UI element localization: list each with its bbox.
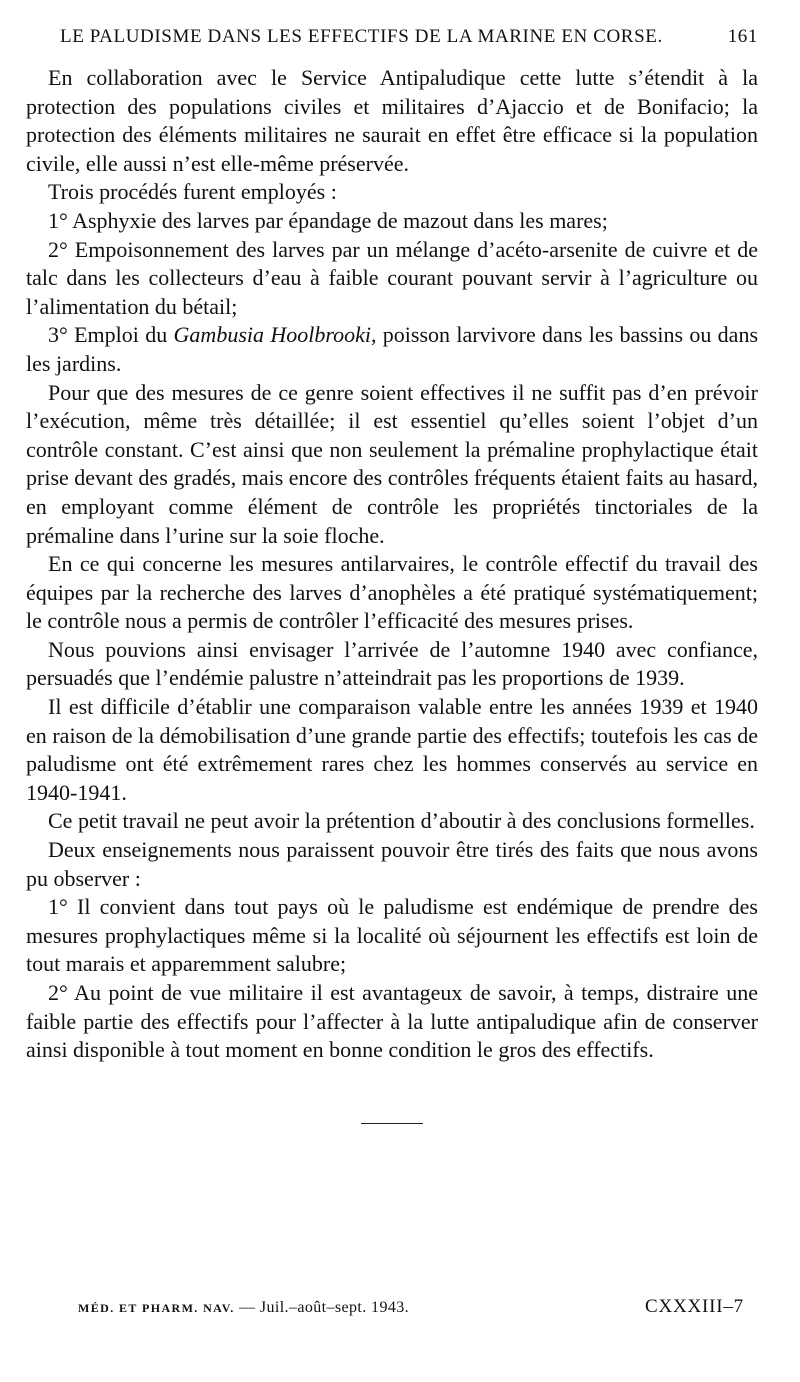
page-footer <box>78 1296 744 1318</box>
gambusia-before: 3° Emploi du <box>48 322 174 348</box>
paragraph-collaboration: En collaboration avec le Service Antipaludique cette lutte s’étendit à la protection des populations civiles et militaires d’Ajaccio et de Bonifacio; la protection des éléments militaires ne saurait en effet être efficace si la population civile, elle aussi n’est elle-même préservée. <box>26 65 758 176</box>
list-item-gambusia <box>26 321 758 378</box>
list-item-asphyxie: 1° Asphyxie des larves par épandage de mazout dans les mares; <box>48 207 608 233</box>
paragraph-procedes: Trois procédés furent employés : <box>48 179 337 205</box>
list-item-prophylaxie: 1° Il convient dans tout pays où le paludisme est endémique de prendre des mesures prophylactiques même si la localité où séjournent les effectifs est loin de tout marais et apparemment salubre; <box>26 894 758 977</box>
paragraph-automne: Nous pouvions ainsi envisager l’arrivée de l’automne 1940 avec confiance, persuadés que l’endémie palustre n’atteindrait pas les proportions de 1939. <box>26 636 758 691</box>
paragraph-conclusions: Ce petit travail ne peut avoir la prétention d’aboutir à des conclusions formelles. <box>48 808 755 834</box>
end-rule <box>361 1123 423 1124</box>
paragraph-comparaison: Il est difficile d’établir une comparaison valable entre les années 1939 et 1940 en raison de la démobilisation d’une grande partie des effectifs; toutefois les cas de paludisme ont été extrêmement rares chez les hommes conservés au service en 1940-1941. <box>26 694 758 805</box>
journal-abbrev: MÉD. ET PHARM. NAV. <box>78 1301 235 1315</box>
issue-date: — Juil.–août–sept. 1943. <box>234 1299 410 1316</box>
paragraph-antilarvaires: En ce qui concerne les mesures antilarvaires, le contrôle effectif du travail des équipes par la recherche des larves d’anophèles a été pratiqué systématiquement; le contrôle nous a permis de contrôler l’efficacité des mesures prises. <box>26 551 758 634</box>
page-number: 161 <box>727 26 758 47</box>
gambusia-after: , poisson larvivore dans les bassins ou dans les jardins. <box>26 322 759 376</box>
signature-mark: CXXXIII–7 <box>644 1296 744 1317</box>
paragraph-controle: Pour que des mesures de ce genre soient effectives il ne suffit pas d’en prévoir l’exécution, même très détaillée; il est essentiel qu’elles soient l’objet d’un contrôle constant. C’est ainsi que non seulement la prémaline prophylactique était prise devant des gradés, mais encore des contrôles fréquents étaient faits au hasard, en employant comme élément de contrôle les propriétés tinctoriales de la prémaline dans l’urine sur la soie floche. <box>26 379 758 548</box>
running-head <box>60 26 758 56</box>
list-item-militaire: 2° Au point de vue militaire il est avantageux de savoir, à temps, distraire une faible partie des effectifs pour l’affecter à la lutte antipaludique afin de conserver ainsi disponible à tout moment en bonne condition le gros des effectifs. <box>26 980 758 1063</box>
gambusia-species-name: Gambusia Hoolbrooki <box>173 322 371 348</box>
body-text <box>26 64 758 1124</box>
running-title: LE PALUDISME DANS LES EFFECTIFS DE LA MARINE EN CORSE. <box>60 26 663 47</box>
list-item-empoisonnement: 2° Empoisonnement des larves par un mélange d’acéto-arsenite de cuivre et de talc dans les collecteurs d’eau à faible courant pouvant servir à l’agriculture ou l’alimentation du bétail; <box>26 236 758 319</box>
paragraph-enseignements: Deux enseignements nous paraissent pouvoir être tirés des faits que nous avons pu observer : <box>26 837 758 891</box>
journal-reference <box>78 1299 409 1317</box>
